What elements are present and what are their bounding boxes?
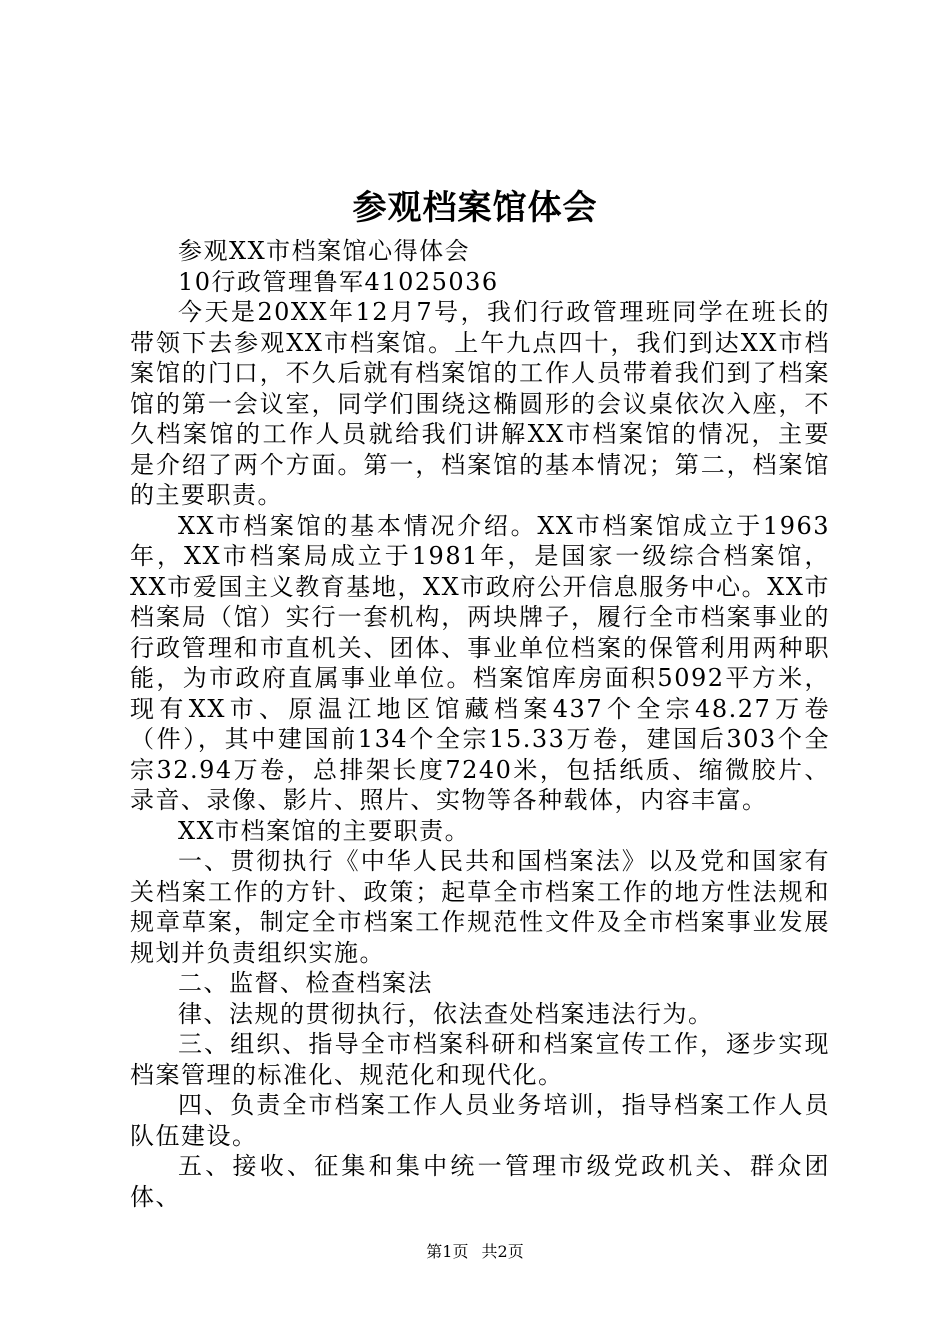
paragraph: 三、组织、指导全市档案科研和档案宣传工作，逐步实现档案管理的标准化、规范化和现代化。 — [130, 1030, 830, 1089]
document-title: 参观档案馆体会 — [352, 188, 598, 228]
paragraph: 律、法规的贯彻执行，依法查处档案违法行为。 — [178, 999, 714, 1028]
paragraph: 10行政管理鲁军41025036 — [178, 267, 499, 296]
document-body — [130, 236, 830, 1212]
paragraph: XX市档案馆的主要职责。 — [178, 816, 471, 845]
page-footer — [0, 1242, 950, 1262]
paragraph: XX市档案馆的基本情况介绍。XX市档案馆成立于1963年，XX市档案局成立于1981年，是国家一级综合档案馆，XX市爱国主义教育基地，XX市政府公开信息服务中心。XX市档案局（馆）实行一套机构，两块牌子，履行全市档案事业的行政管理和市直机关、团体、事业单位档案的保管利用两种职能，为市政府直属事业单位。档案馆库房面积5092平方米，现有XX市、原温江地区馆藏档案437个全宗48.27万卷（件），其中建国前134个全宗15.33万卷，建国后303个全宗32.94万卷，总排架长度7240米，包括纸质、缩微胶片、录音、录像、影片、照片、实物等各种载体，内容丰富。 — [130, 511, 830, 814]
paragraph: 今天是20XX年12月7号，我们行政管理班同学在班长的带领下去参观XX市档案馆。上午九点四十，我们到达XX市档案馆的门口，不久后就有档案馆的工作人员带着我们到了档案馆的第一会议室，同学们围绕这椭圆形的会议桌依次入座，不久档案馆的工作人员就给我们讲解XX市档案馆的情况，主要是介绍了两个方面。第一，档案馆的基本情况；第二，档案馆的主要职责。 — [130, 298, 830, 509]
paragraph: 参观XX市档案馆心得体会 — [178, 237, 471, 265]
paragraph: 二、监督、检查档案法 — [178, 969, 433, 997]
paragraph: 一、贯彻执行《中华人民共和国档案法》以及党和国家有关档案工作的方针、政策；起草全市档案工作的地方性法规和规章草案，制定全市档案工作规范性文件及全市档案事业发展规划并负责组织实施。 — [130, 847, 830, 967]
paragraph: 五、接收、征集和集中统一管理市级党政机关、群众团体、 — [130, 1152, 830, 1211]
page-number-total: 共2页 — [481, 1242, 524, 1261]
page-number-current: 第1页 — [426, 1242, 469, 1261]
paragraph: 四、负责全市档案工作人员业务培训，指导档案工作人员队伍建设。 — [130, 1091, 830, 1150]
